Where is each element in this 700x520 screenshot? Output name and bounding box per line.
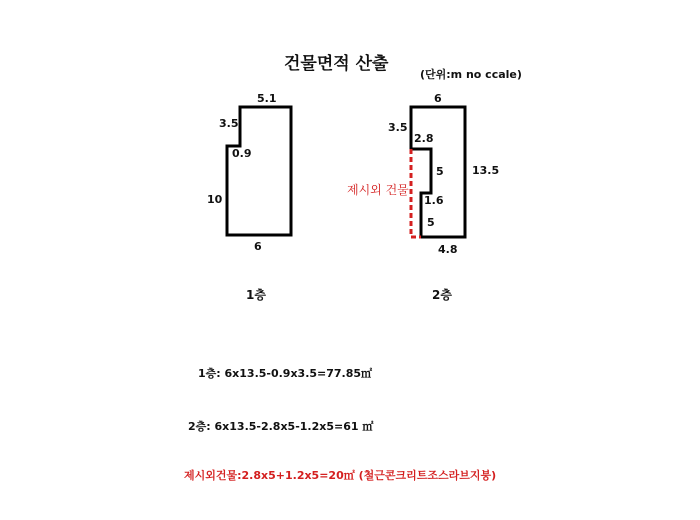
calc-floor1: 1층: 6x13.5-0.9x3.5=77.85㎡ bbox=[198, 367, 373, 380]
calc-annex: 제시외건물:2.8x5+1.2x5=20㎡ (철근콘크리트조스라브지붕) bbox=[184, 469, 497, 482]
floor1-label: 1층 bbox=[246, 288, 266, 302]
floor2-dim-step-width: 1.6 bbox=[424, 194, 444, 207]
floor2-dim-right: 13.5 bbox=[472, 164, 500, 177]
floor2-dim-top: 6 bbox=[434, 92, 442, 105]
floor2-dim-bottom: 4.8 bbox=[438, 243, 458, 256]
floor1-dim-left: 10 bbox=[207, 193, 223, 206]
floor2-dim-recess-width: 2.8 bbox=[414, 132, 434, 145]
calc-floor2: 2층: 6x13.5-2.8x5-1.2x5=61 ㎡ bbox=[188, 420, 374, 433]
unit-note: (단위:m no ccale) bbox=[420, 68, 522, 81]
floor2-label: 2층 bbox=[432, 288, 452, 302]
floor1-dim-notch-width: 3.5 bbox=[219, 117, 239, 130]
floor1-dim-notch-depth: 0.9 bbox=[232, 147, 252, 160]
floor2-dim-recess-height: 5 bbox=[436, 165, 444, 178]
floor2-dim-lower-height: 5 bbox=[427, 216, 435, 229]
floor2-dim-notch-width: 3.5 bbox=[388, 121, 408, 134]
annex-label: 제시외 건물 bbox=[347, 183, 409, 197]
page-title: 건물면적 산출 bbox=[284, 54, 389, 74]
floor1-dim-bottom: 6 bbox=[254, 240, 262, 253]
floor1-dim-top: 5.1 bbox=[257, 92, 277, 105]
